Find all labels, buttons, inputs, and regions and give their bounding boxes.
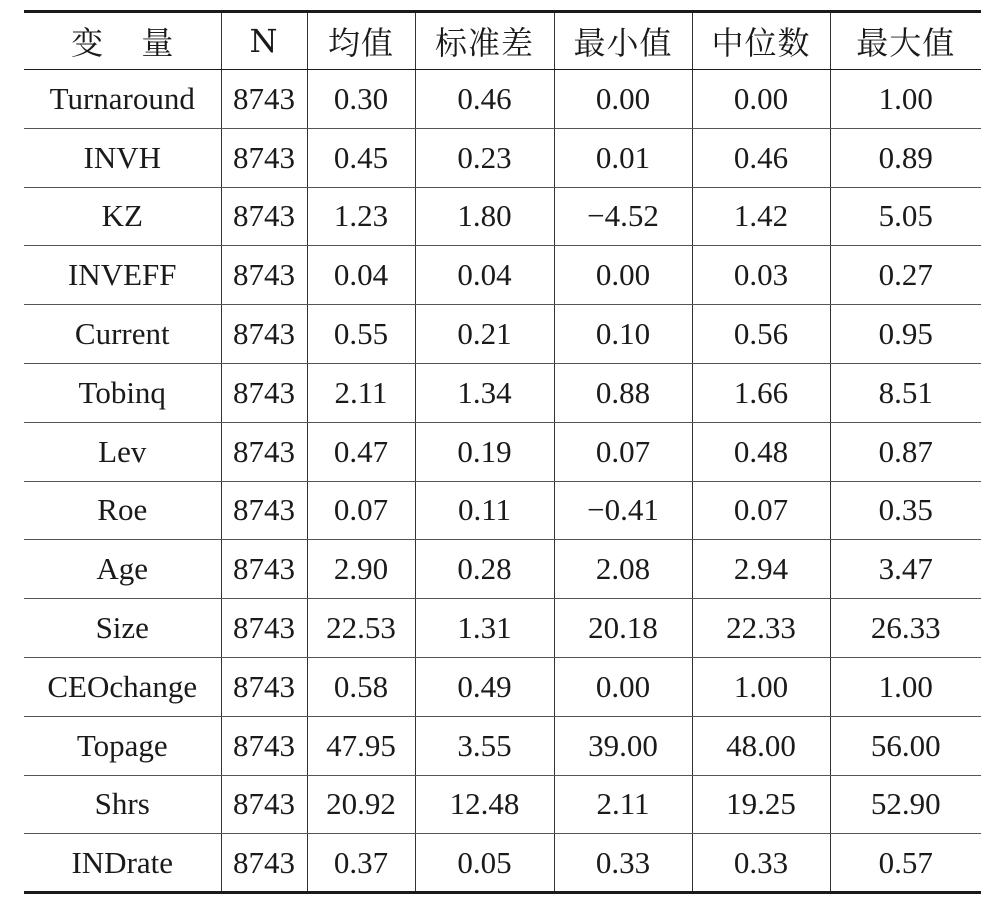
cell-median: 19.25 — [692, 775, 830, 834]
cell-median: 0.56 — [692, 305, 830, 364]
cell-median: 0.48 — [692, 422, 830, 481]
cell-median: 0.33 — [692, 834, 830, 893]
cell-max: 52.90 — [830, 775, 981, 834]
cell-mean: 0.58 — [307, 657, 415, 716]
cell-mean: 20.92 — [307, 775, 415, 834]
cell-max: 56.00 — [830, 716, 981, 775]
table-row — [24, 481, 981, 540]
cell-n: 8743 — [221, 128, 307, 187]
table-row — [24, 187, 981, 246]
cell-mean: 22.53 — [307, 599, 415, 658]
cell-min: 0.10 — [554, 305, 692, 364]
cell-n: 8743 — [221, 657, 307, 716]
cell-mean: 0.30 — [307, 70, 415, 129]
cell-n: 8743 — [221, 305, 307, 364]
cell-variable: Topage — [24, 716, 221, 775]
table-row — [24, 70, 981, 129]
header-max: 最大值 — [830, 12, 981, 70]
cell-std-dev: 1.34 — [415, 363, 554, 422]
cell-min: 0.00 — [554, 70, 692, 129]
header-median: 中位数 — [692, 12, 830, 70]
cell-std-dev: 1.80 — [415, 187, 554, 246]
cell-variable: Tobinq — [24, 363, 221, 422]
table-row — [24, 540, 981, 599]
cell-n: 8743 — [221, 716, 307, 775]
cell-mean: 0.47 — [307, 422, 415, 481]
table-row — [24, 599, 981, 658]
table-row — [24, 363, 981, 422]
cell-n: 8743 — [221, 481, 307, 540]
cell-max: 0.57 — [830, 834, 981, 893]
cell-variable: Age — [24, 540, 221, 599]
header-n: N — [221, 12, 307, 70]
table-row — [24, 834, 981, 893]
cell-max: 1.00 — [830, 657, 981, 716]
cell-n: 8743 — [221, 363, 307, 422]
cell-variable: Lev — [24, 422, 221, 481]
table-row — [24, 775, 981, 834]
cell-std-dev: 0.46 — [415, 70, 554, 129]
table-row — [24, 716, 981, 775]
cell-variable: Current — [24, 305, 221, 364]
cell-n: 8743 — [221, 70, 307, 129]
cell-std-dev: 0.11 — [415, 481, 554, 540]
cell-std-dev: 0.23 — [415, 128, 554, 187]
cell-variable: KZ — [24, 187, 221, 246]
cell-max: 5.05 — [830, 187, 981, 246]
cell-max: 0.89 — [830, 128, 981, 187]
cell-mean: 0.04 — [307, 246, 415, 305]
cell-n: 8743 — [221, 246, 307, 305]
cell-mean: 47.95 — [307, 716, 415, 775]
cell-median: 0.07 — [692, 481, 830, 540]
cell-mean: 0.37 — [307, 834, 415, 893]
cell-min: 0.01 — [554, 128, 692, 187]
cell-min: 39.00 — [554, 716, 692, 775]
header-variable: 变 量 — [24, 12, 221, 70]
cell-max: 0.35 — [830, 481, 981, 540]
cell-std-dev: 0.21 — [415, 305, 554, 364]
cell-variable: INDrate — [24, 834, 221, 893]
cell-max: 8.51 — [830, 363, 981, 422]
cell-median: 1.66 — [692, 363, 830, 422]
cell-mean: 0.55 — [307, 305, 415, 364]
cell-n: 8743 — [221, 834, 307, 893]
cell-min: 0.33 — [554, 834, 692, 893]
cell-median: 2.94 — [692, 540, 830, 599]
cell-n: 8743 — [221, 187, 307, 246]
cell-mean: 2.11 — [307, 363, 415, 422]
cell-std-dev: 12.48 — [415, 775, 554, 834]
cell-min: 0.00 — [554, 246, 692, 305]
cell-variable: Shrs — [24, 775, 221, 834]
cell-min: −0.41 — [554, 481, 692, 540]
cell-median: 1.42 — [692, 187, 830, 246]
table-row — [24, 657, 981, 716]
cell-max: 26.33 — [830, 599, 981, 658]
cell-n: 8743 — [221, 599, 307, 658]
cell-median: 0.46 — [692, 128, 830, 187]
cell-max: 1.00 — [830, 70, 981, 129]
cell-min: 20.18 — [554, 599, 692, 658]
header-mean: 均值 — [307, 12, 415, 70]
cell-variable: INVEFF — [24, 246, 221, 305]
cell-max: 0.95 — [830, 305, 981, 364]
cell-mean: 0.07 — [307, 481, 415, 540]
cell-variable: Turnaround — [24, 70, 221, 129]
cell-std-dev: 0.05 — [415, 834, 554, 893]
cell-max: 3.47 — [830, 540, 981, 599]
cell-median: 1.00 — [692, 657, 830, 716]
cell-max: 0.27 — [830, 246, 981, 305]
cell-median: 22.33 — [692, 599, 830, 658]
cell-variable: CEOchange — [24, 657, 221, 716]
cell-min: 0.88 — [554, 363, 692, 422]
table-body — [24, 70, 981, 893]
table-header — [24, 12, 981, 70]
cell-max: 0.87 — [830, 422, 981, 481]
cell-std-dev: 0.19 — [415, 422, 554, 481]
cell-variable: INVH — [24, 128, 221, 187]
cell-std-dev: 1.31 — [415, 599, 554, 658]
cell-min: 2.11 — [554, 775, 692, 834]
cell-min: 0.07 — [554, 422, 692, 481]
cell-std-dev: 0.49 — [415, 657, 554, 716]
header-std-dev: 标准差 — [415, 12, 554, 70]
descriptive-statistics-table — [24, 10, 981, 894]
table-row — [24, 305, 981, 364]
cell-min: 2.08 — [554, 540, 692, 599]
cell-n: 8743 — [221, 775, 307, 834]
table-row — [24, 422, 981, 481]
cell-mean: 2.90 — [307, 540, 415, 599]
cell-std-dev: 0.04 — [415, 246, 554, 305]
cell-std-dev: 3.55 — [415, 716, 554, 775]
cell-mean: 1.23 — [307, 187, 415, 246]
cell-n: 8743 — [221, 422, 307, 481]
cell-min: −4.52 — [554, 187, 692, 246]
cell-variable: Size — [24, 599, 221, 658]
cell-median: 0.00 — [692, 70, 830, 129]
table-row — [24, 246, 981, 305]
descriptive-statistics-table-container — [24, 10, 981, 894]
table-row — [24, 128, 981, 187]
cell-variable: Roe — [24, 481, 221, 540]
cell-median: 48.00 — [692, 716, 830, 775]
cell-median: 0.03 — [692, 246, 830, 305]
cell-std-dev: 0.28 — [415, 540, 554, 599]
cell-mean: 0.45 — [307, 128, 415, 187]
header-row — [24, 12, 981, 70]
cell-n: 8743 — [221, 540, 307, 599]
header-min: 最小值 — [554, 12, 692, 70]
cell-min: 0.00 — [554, 657, 692, 716]
